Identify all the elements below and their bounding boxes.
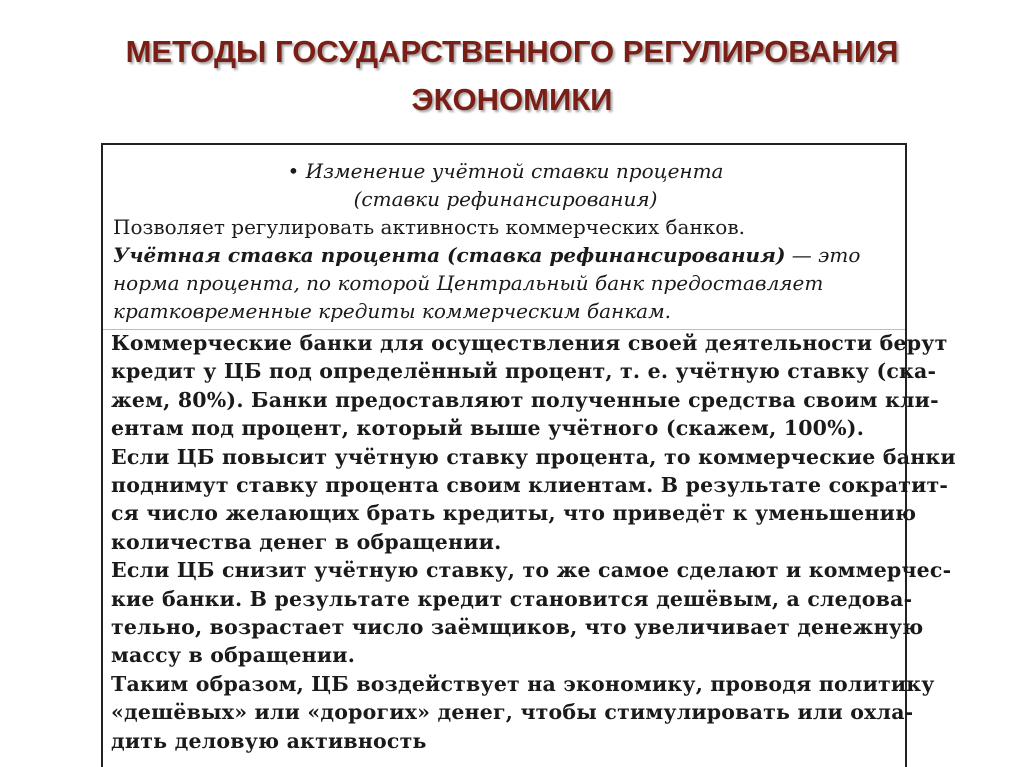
- definition-line-2: норма процента, по которой Центральный банк предоставляет: [113, 271, 824, 295]
- explanation-line: ся число желающих брать кредиты, что приведёт к уменьшению: [111, 501, 917, 526]
- explanation-line: количества денег в обращении.: [111, 529, 502, 554]
- title-line-1: МЕТОДЫ ГОСУДАРСТВЕННОГО РЕГУЛИРОВАНИЯ: [125, 34, 899, 69]
- section-heading-line-1: • Изменение учётной ставки процента: [287, 159, 724, 183]
- explanation-line: дить деловую активность: [111, 728, 427, 753]
- page-title: [0, 28, 1024, 124]
- title-line-2: ЭКОНОМИКИ: [411, 82, 613, 117]
- explanation-line: Коммерческие банки для осуществления своей деятельности берут: [111, 331, 948, 355]
- explanation-line: поднимут ставку процента своим клиентам. В результате сократит-: [111, 473, 949, 498]
- explanation-section: [103, 329, 956, 755]
- refinancing-rate-section: [113, 157, 898, 325]
- section-intro: Позволяет регулировать активность коммерческих банков.: [113, 215, 745, 239]
- explanation-line: Если ЦБ повысит учётную ставку процента, то коммерческие банки: [111, 444, 956, 469]
- scanned-text-panel: [101, 143, 956, 767]
- explanation-line: жем, 80%). Банки предоставляют полученные средства своим кли-: [111, 387, 939, 412]
- explanation-line: тельно, возрастает число заёмщиков, что увеличивает денежную: [111, 615, 924, 640]
- explanation-line: массу в обращении.: [111, 643, 356, 668]
- definition-dash: — это: [785, 243, 861, 267]
- definition-term: Учётная ставка процента (ставка рефинансирования): [113, 243, 786, 267]
- definition-line-1: [113, 241, 898, 269]
- definition-line-3: кратковременные кредиты коммерческим банкам.: [113, 299, 672, 323]
- explanation-line: кредит у ЦБ под определённый процент, т. е. учётную ставку (ска-: [111, 359, 937, 384]
- explanation-line: ентам под процент, который выше учётного (скажем, 100%).: [111, 416, 865, 441]
- explanation-line: кие банки. В результате кредит становится дешёвым, а следова-: [111, 586, 913, 611]
- explanation-line: Таким образом, ЦБ воздействует на экономику, проводя политику: [111, 671, 935, 696]
- explanation-line: Если ЦБ снизит учётную ставку, то же самое сделают и коммерчес-: [111, 558, 952, 583]
- section-heading-line-2: (ставки рефинансирования): [353, 187, 658, 211]
- explanation-line: «дешёвых» или «дорогих» денег, чтобы стимулировать или охла-: [111, 700, 914, 725]
